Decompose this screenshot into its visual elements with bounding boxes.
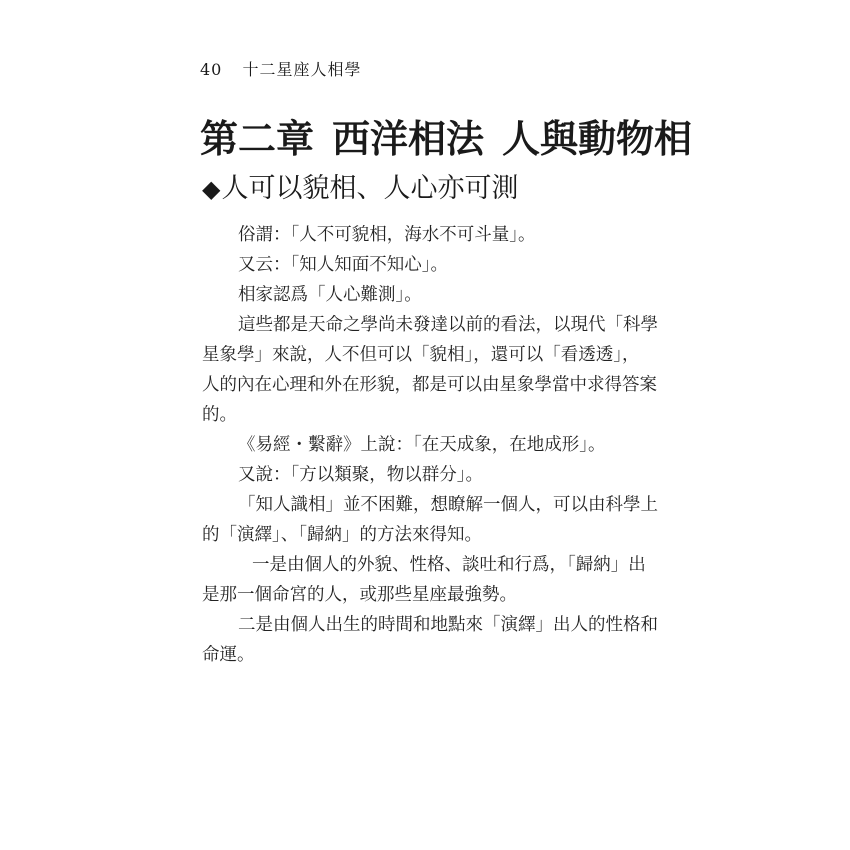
chapter-number: 第二章: [200, 117, 315, 161]
paragraph-line: 「知人識相」並不困難，想瞭解一個人，可以由科學上: [238, 495, 658, 515]
paragraph-line: 這些都是天命之學尚未發達以前的看法，以現代「科學: [238, 315, 658, 335]
paragraph-line: 的。: [202, 405, 237, 425]
paragraph-line: 命運。: [202, 645, 255, 665]
paragraph-line: 二是由個人出生的時間和地點來「演繹」出人的性格和: [238, 615, 658, 635]
body-text: [202, 220, 658, 670]
paragraph-line: 是那一個命宮的人，或那些星座最強勢。: [202, 585, 517, 605]
paragraph-line: 星象學」來說，人不但可以「貌相」，還可以「看透透」，: [202, 345, 640, 365]
paragraph-line: 《易經・繫辭》上說：「在天成象，在地成形」。: [238, 435, 606, 455]
paragraph-line: 又說：「方以類聚，物以群分」。: [238, 465, 483, 485]
running-header: [200, 60, 361, 80]
paragraph-line: 俗謂：「人不可貌相，海水不可斗量」。: [238, 225, 536, 245]
book-title: 十二星座人相學: [242, 60, 362, 79]
paragraph-line: 一是由個人的外貌、性格、談吐和行爲，「歸納」出: [252, 555, 646, 575]
chapter-subtitle: 人與動物相: [502, 117, 693, 161]
paragraph-line: 又云：「知人知面不知心」。: [238, 255, 448, 275]
section-heading: [202, 172, 518, 206]
section-title: 人可以貌相、人心亦可測: [221, 173, 519, 204]
paragraph-line: 人的內在心理和外在形貌，都是可以由星象學當中求得答案: [202, 375, 657, 395]
chapter-name: 西洋相法: [332, 117, 485, 161]
diamond-bullet-icon: ◆: [202, 175, 221, 203]
paragraph-line: 的「演繹」、「歸納」的方法來得知。: [202, 525, 482, 545]
chapter-title: [200, 116, 692, 162]
page-number: 40: [200, 60, 223, 79]
paragraph-line: 相家認爲「人心難測」。: [238, 285, 422, 305]
